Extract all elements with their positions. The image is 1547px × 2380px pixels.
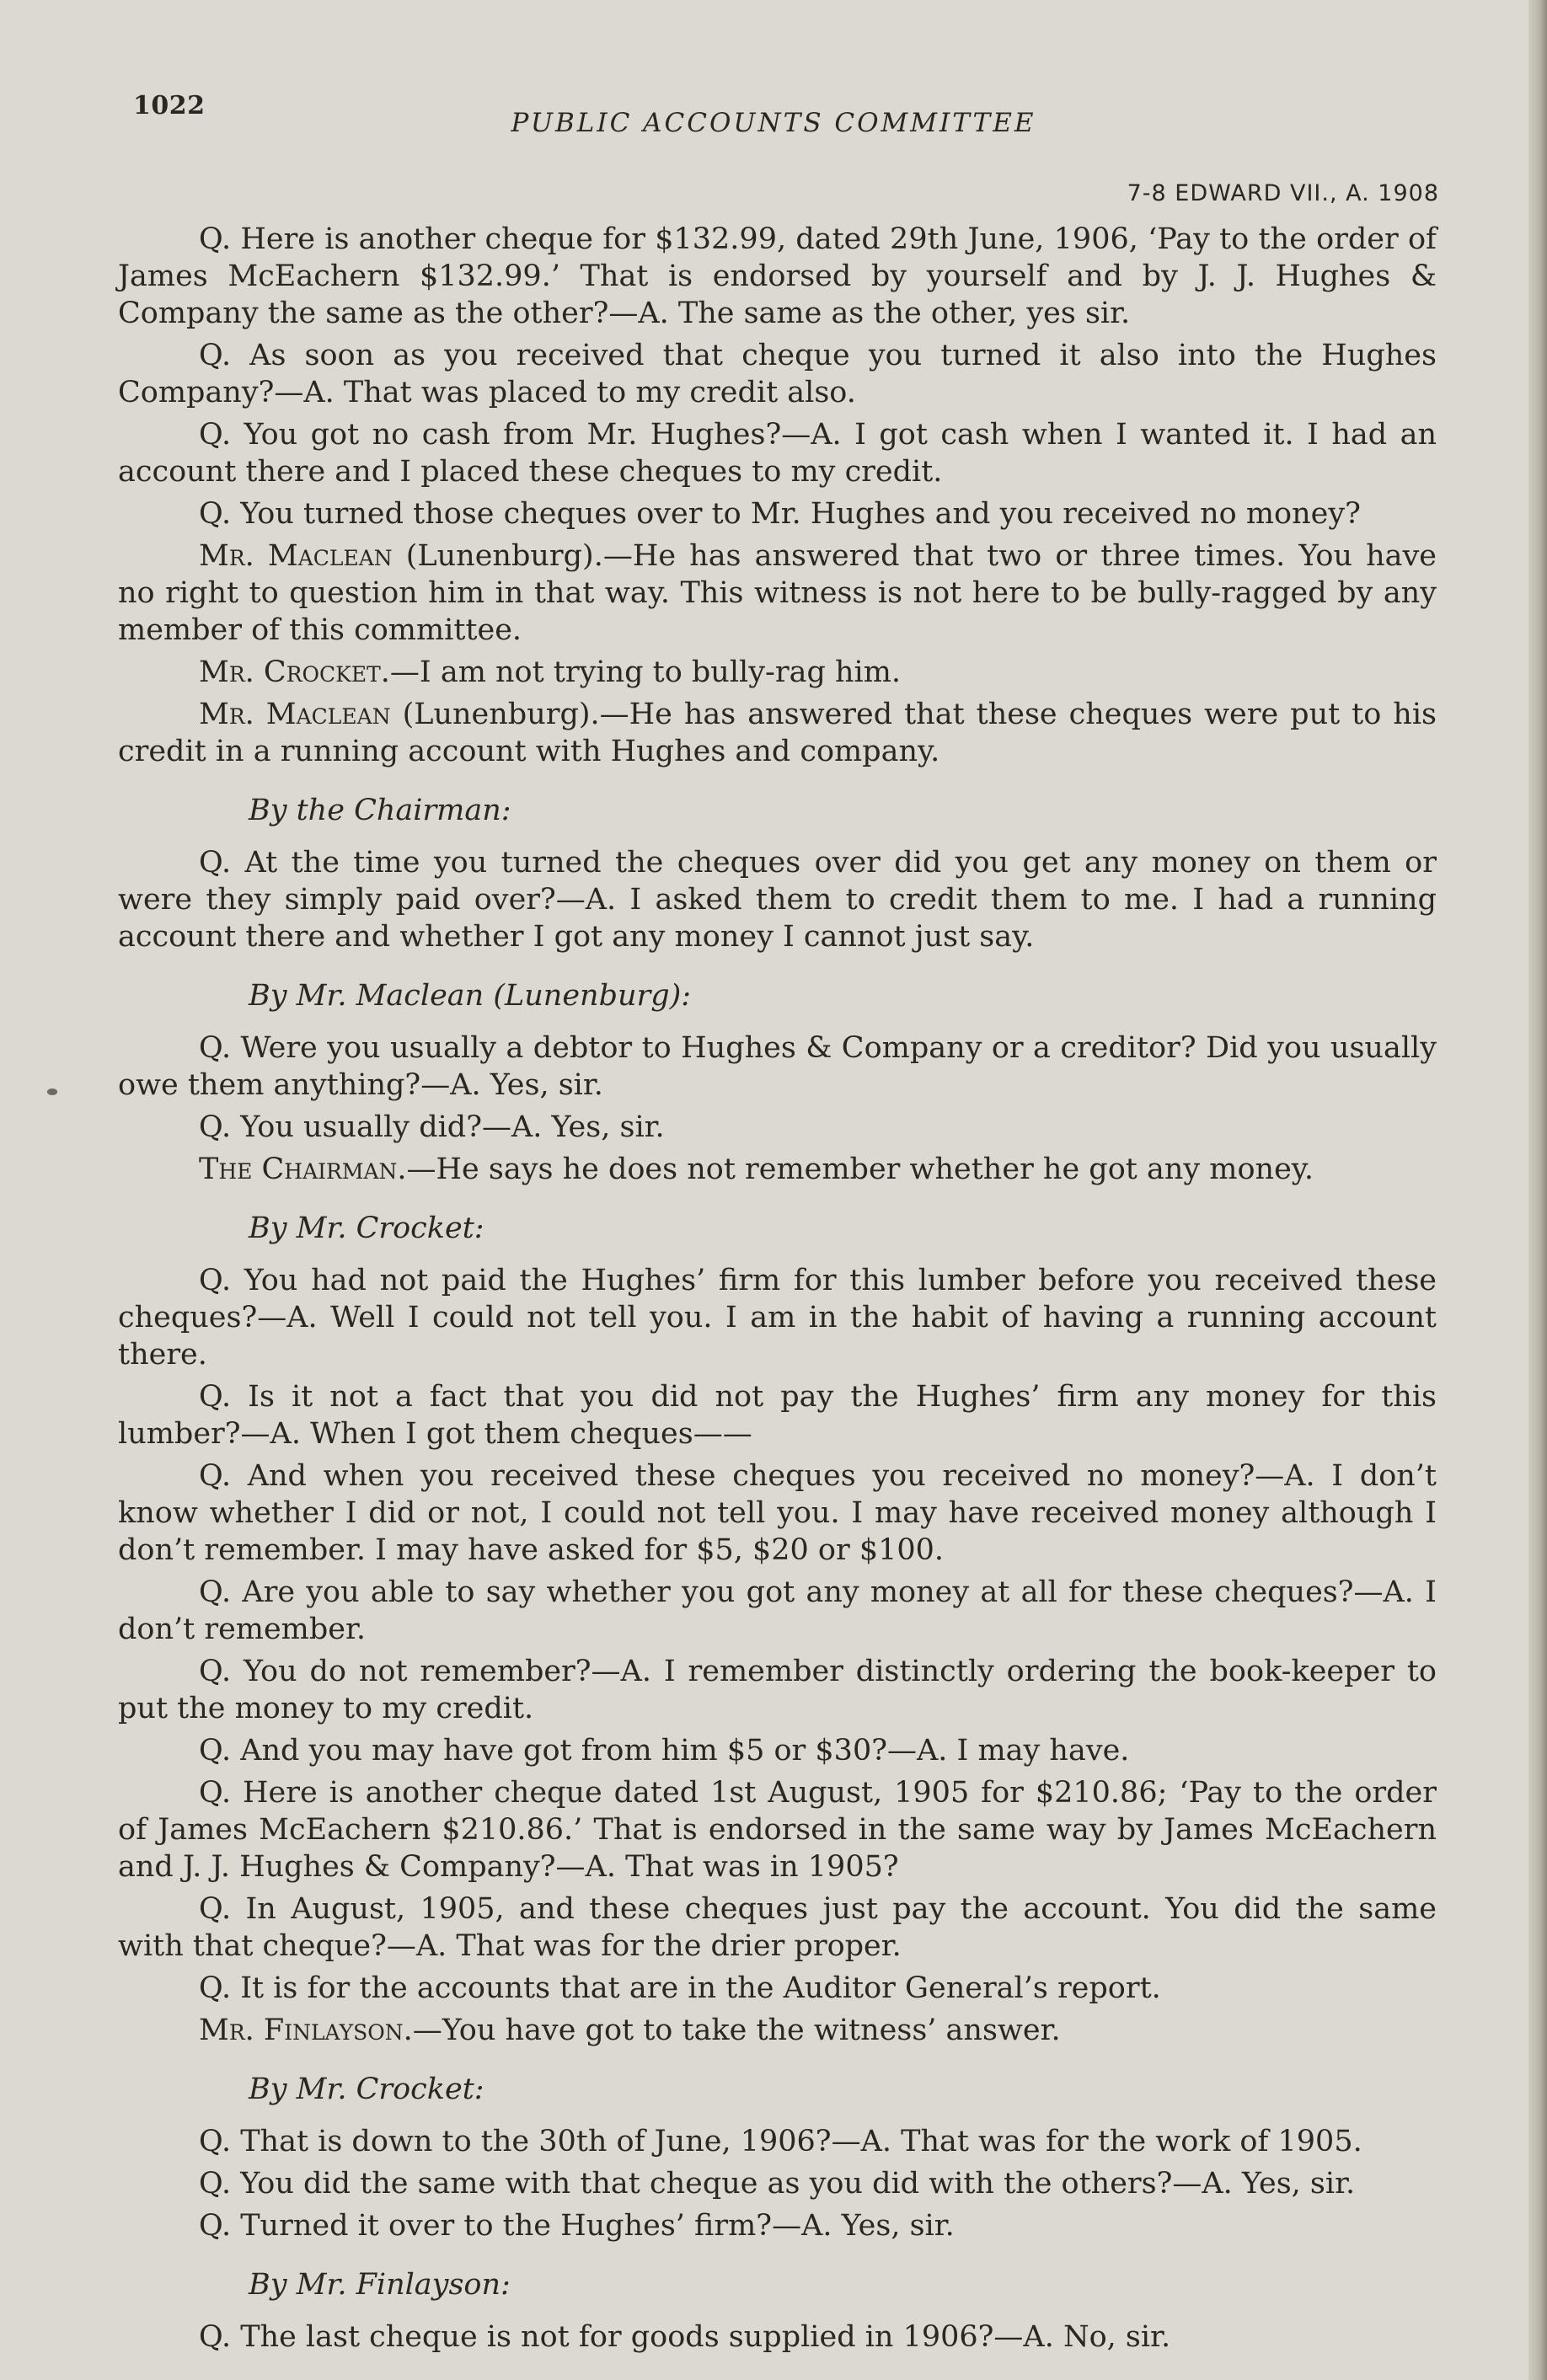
speaker-paragraph	[118, 654, 1437, 691]
qa-paragraph: Q. Turned it over to the Hughes’ firm?—A. Yes, sir.	[199, 2209, 955, 2243]
speaker-name: Mr. Maclean	[199, 698, 391, 731]
page-number: 1022	[133, 91, 206, 120]
section-heading: By Mr. Crocket:	[249, 2072, 484, 2106]
section-heading: By Mr. Crocket:	[249, 1211, 484, 1245]
qa-paragraph: Q. Are you able to say whether you got any money at all for these cheques?—A. I don’t remember.	[118, 1575, 1437, 1646]
speaker-name: Mr. Maclean	[199, 539, 393, 573]
qa-paragraph: Q. Is it not a fact that you did not pay the Hughes’ firm any money for this lumber?—A. When I got them cheques——	[118, 1380, 1437, 1451]
qa-paragraph: Q. As soon as you received that cheque you turned it also into the Hughes Company?—A. That was placed to my credit also.	[118, 339, 1437, 409]
qa-paragraph: Q. And when you received these cheques you received no money?—A. I don’t know whether I did or not, I could not tell you. I may have received money although I don’t remember. I may have asked for $5, $20 or $100.	[118, 1459, 1437, 1567]
speaker-name: Mr. Crocket.	[199, 655, 390, 689]
qa-paragraph: Q. That is down to the 30th of June, 1906?—A. That was for the work of 1905.	[199, 2125, 1362, 2158]
section-heading: By the Chairman:	[249, 794, 511, 827]
qa-paragraph: Q. You usually did?—A. Yes, sir.	[199, 1110, 665, 1144]
qa-paragraph: Q. Were you usually a debtor to Hughes & Company or a creditor? Did you usually owe them anything?—A. Yes, sir.	[118, 1031, 1437, 1102]
running-title: PUBLIC ACCOUNTS COMMITTEE	[511, 108, 1036, 138]
qa-paragraph: Q. Here is another cheque dated 1st August, 1905 for $210.86; ‘Pay to the order of James McEachern $210.86.’ That is endorsed in the same way by James McEachern and J. J. Hughes & Company?—A. That was in 1905?	[118, 1776, 1437, 1884]
speaker-text: —You have got to take the witness’ answer.	[412, 2014, 1061, 2047]
speaker-paragraph	[118, 2012, 1437, 2049]
qa-paragraph: Q. You got no cash from Mr. Hughes?—A. I got cash when I wanted it. I had an account there and I placed these cheques to my credit.	[118, 418, 1437, 489]
qa-paragraph: Q. You had not paid the Hughes’ firm for this lumber before you received these cheques?—A. Well I could not tell you. I am in the habit of having a running account there.	[118, 1264, 1437, 1372]
paper-speck	[47, 1088, 57, 1095]
qa-paragraph: Q. The last cheque is not for goods supplied in 1906?—A. No, sir.	[199, 2320, 1171, 2354]
qa-paragraph: Q. In August, 1905, and these cheques just pay the account. You did the same with that cheque?—A. That was for the drier proper.	[118, 1892, 1437, 1963]
session-label: 7-8 EDWARD VII., A. 1908	[1127, 180, 1439, 206]
qa-paragraph: Q. You did the same with that cheque as you did with the others?—A. Yes, sir.	[199, 2167, 1356, 2201]
speaker-paragraph	[118, 696, 1437, 770]
speaker-name: Mr. Finlayson.	[199, 2014, 413, 2047]
speaker-paragraph	[118, 1151, 1437, 1188]
qa-paragraph: Q. You do not remember?—A. I remember distinctly ordering the book-keeper to put the money to my credit.	[118, 1655, 1437, 1725]
book-spine-shadow	[1528, 0, 1547, 2380]
speaker-text: (Lunenburg).—He has answered that two or three times. You have no right to question him in that way. This witness is not here to be bully-ragged by any member of this committee.	[118, 539, 1437, 647]
speaker-paragraph	[118, 538, 1437, 649]
section-heading: By Mr. Finlayson:	[249, 2268, 511, 2302]
qa-paragraph: Q. At the time you turned the cheques over did you get any money on them or were they simply paid over?—A. I asked them to credit them to me. I had a running account there and whether I got any money I cannot just say.	[118, 846, 1437, 954]
speaker-text: —He says he does not remember whether he got any money.	[406, 1153, 1314, 1186]
qa-paragraph: Q. And you may have got from him $5 or $30?—A. I may have.	[199, 1734, 1130, 1768]
speaker-text: —I am not trying to bully-rag him.	[389, 655, 902, 689]
qa-paragraph: Q. You turned those cheques over to Mr. Hughes and you received no money?	[199, 497, 1361, 531]
qa-paragraph: Q. It is for the accounts that are in the Auditor General’s report.	[199, 1971, 1161, 2005]
section-heading: By Mr. Maclean (Lunenburg):	[249, 979, 692, 1013]
qa-paragraph: Q. Here is another cheque for $132.99, dated 29th June, 1906, ‘Pay to the order of James McEachern $132.99.’ That is endorsed by yourself and by J. J. Hughes & Company the same as the other?—A. The same as the other, yes sir.	[118, 222, 1437, 330]
transcript-body	[118, 216, 1437, 2356]
speaker-text: (Lunenburg).—He has answered that these cheques were put to his credit in a running account with Hughes and company.	[118, 698, 1437, 768]
speaker-name: The Chairman.	[199, 1153, 407, 1186]
